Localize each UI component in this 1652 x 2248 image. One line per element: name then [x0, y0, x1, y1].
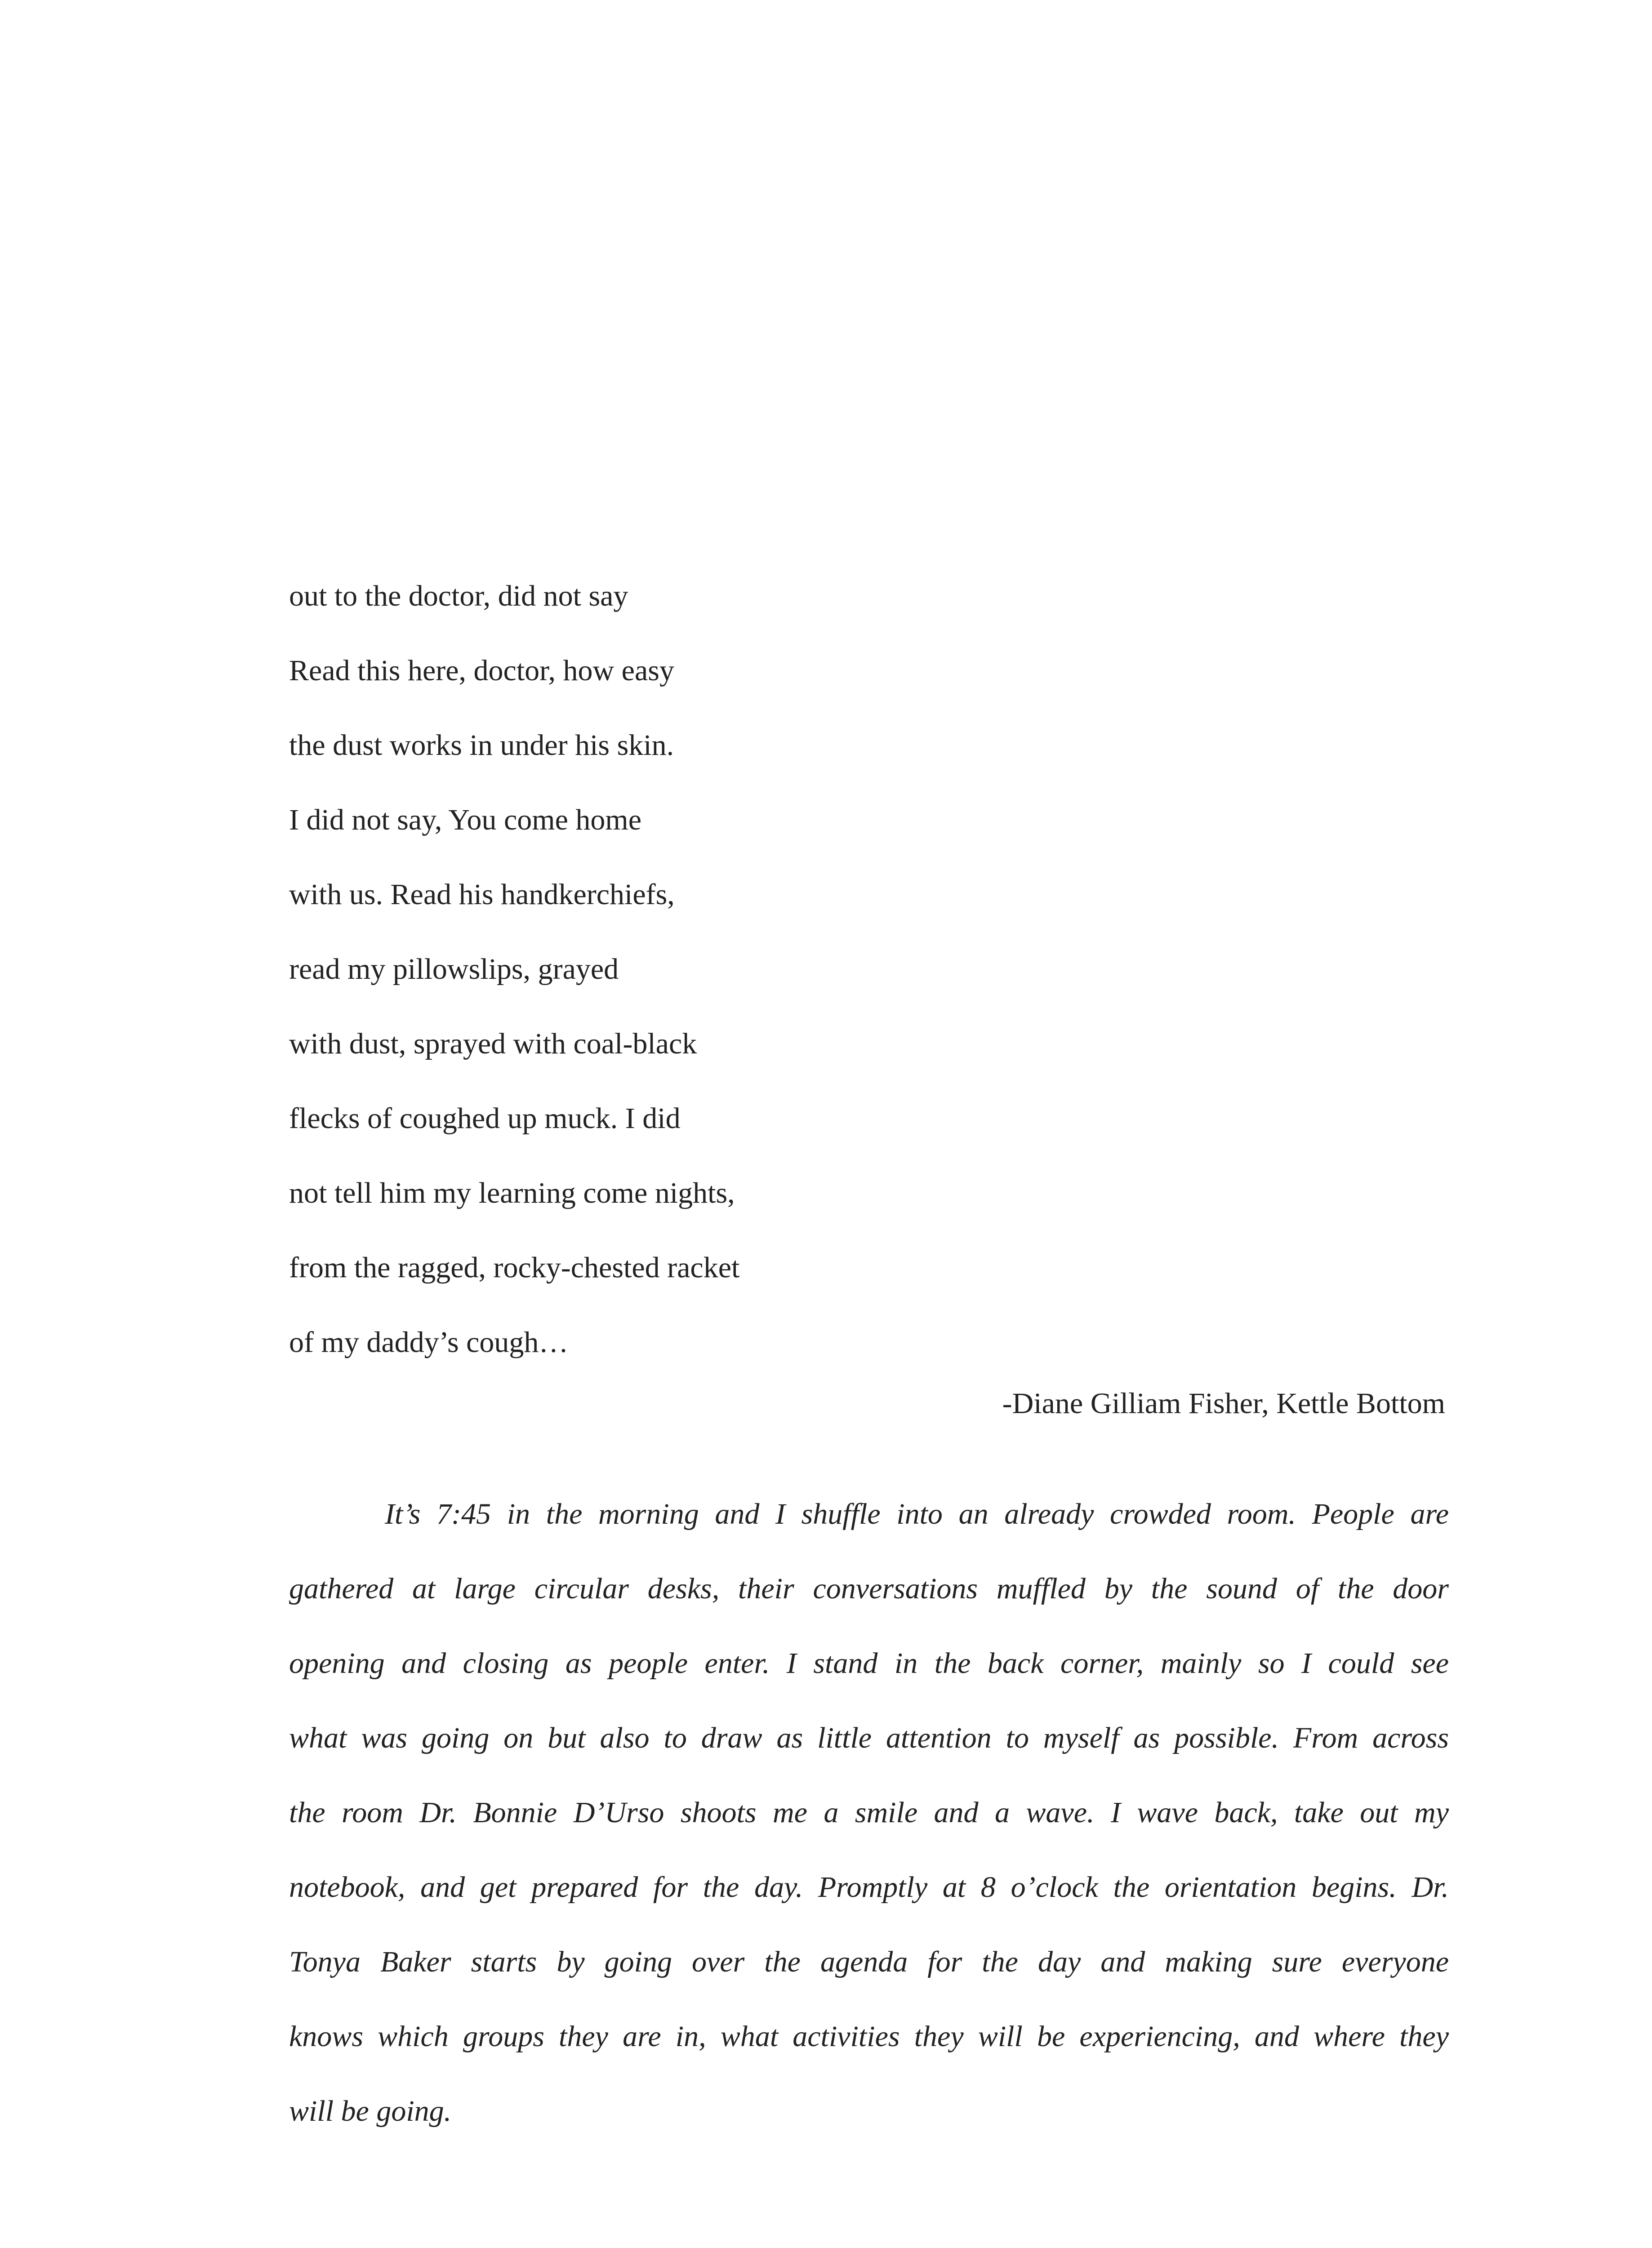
narrative-line: will be going. [289, 2095, 452, 2128]
narrative-line: gathered at large circular desks, their conversations muffled by the sound of the door [289, 1572, 1449, 1605]
poem-line: I did not say, You come home [289, 803, 642, 836]
poem-line: the dust works in under his skin. [289, 729, 674, 762]
poem-attribution: -Diane Gilliam Fisher, Kettle Bottom [1002, 1387, 1445, 1420]
poem-line: not tell him my learning come nights, [289, 1177, 735, 1209]
narrative-line: notebook, and get prepared for the day. Promptly at 8 o’clock the orientation begins. Dr. [289, 1871, 1449, 1904]
narrative-paragraph [289, 1477, 1449, 2149]
poem-line: with us. Read his handkerchiefs, [289, 878, 675, 911]
poem-line: read my pillowslips, grayed [289, 953, 619, 986]
poem-line: out to the doctor, did not say [289, 580, 628, 612]
poem-epigraph [289, 559, 739, 1380]
narrative-line: knows which groups they are in, what activities they will be experiencing, and where they [289, 2020, 1449, 2053]
narrative-line: Tonya Baker starts by going over the agenda for the day and making sure everyone [289, 1945, 1449, 1978]
narrative-line: the room Dr. Bonnie D’Urso shoots me a smile and a wave. I wave back, take out my [289, 1796, 1449, 1829]
poem-line: with dust, sprayed with coal-black [289, 1027, 697, 1060]
poem-line: from the ragged, rocky-chested racket [289, 1251, 740, 1284]
narrative-line: It’s 7:45 in the morning and I shuffle into an already crowded room. People are [385, 1498, 1449, 1530]
poem-line: of my daddy’s cough… [289, 1326, 569, 1359]
narrative-line: opening and closing as people enter. I stand in the back corner, mainly so I could see [289, 1647, 1449, 1680]
narrative-line: what was going on but also to draw as little attention to myself as possible. From across [289, 1722, 1449, 1754]
poem-line: Read this here, doctor, how easy [289, 654, 674, 687]
poem-line: flecks of coughed up muck. I did [289, 1102, 681, 1135]
